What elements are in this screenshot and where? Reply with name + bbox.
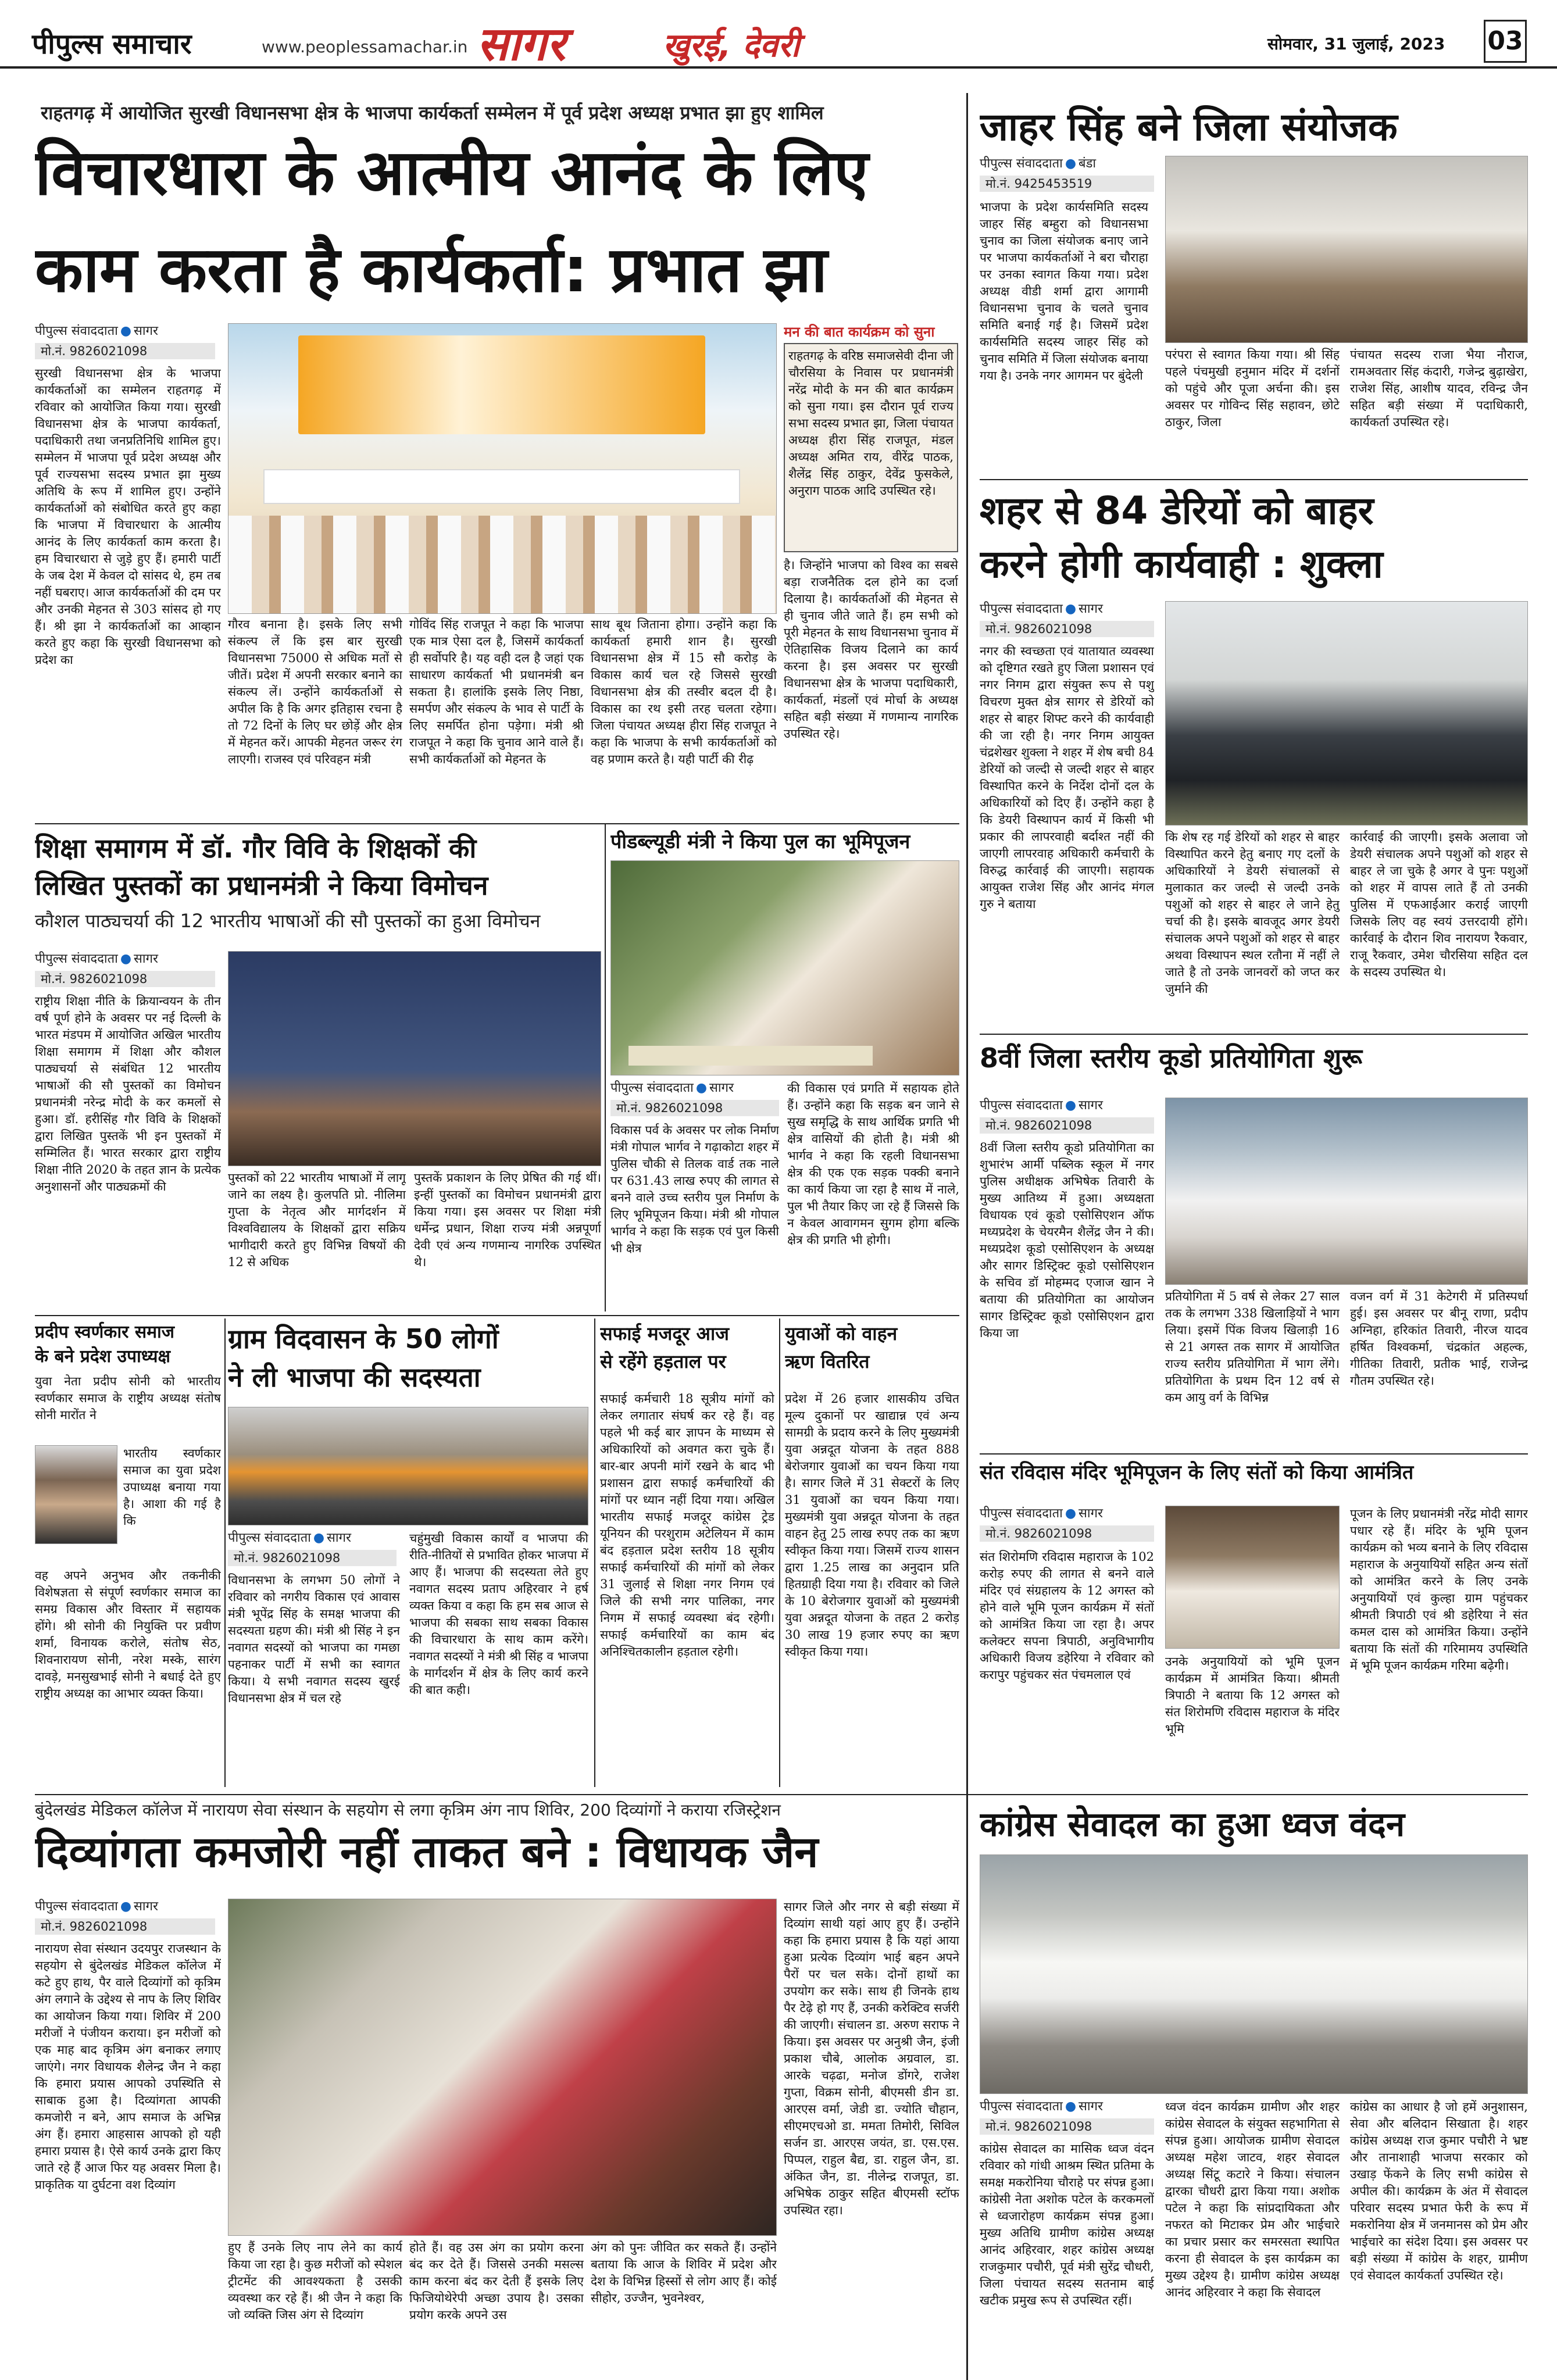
- byline-location: सागर: [134, 1899, 159, 1914]
- books-byline: [35, 951, 221, 967]
- dot-icon: ●: [1065, 156, 1077, 171]
- lead-col-1: सुरखी विधानसभा क्षेत्र के भाजपा कार्यकर्ताओं का सम्मेलन राहतगढ़ में रविवार को आयोजित किया गया। सुरखी विधानसभा क्षेत्र के भाजपा कार्यकर्ता, पदाधिकारी तथा जनप्रतिनिधि शामिल हुए। सम्मेलन में भाजपा पूर्व प्रदेश अध्यक्ष और पूर्व राज्यसभा सदस्य प्रभात झा मुख्य अतिथि के रूप में शामिल हुए। उन्होंने कार्यकर्ताओं को संबोधित करते हुए कहा कि भाजपा में विचारधारा के आत्मीय आनंद के लिए कार्यकर्ता काम करता है। हम विचारधारा से जुड़े हुए हैं। हमारी पार्टी के जब देश में केवल दो सांसद थे, हम तब नहीं घबराए। आज कार्यकर्ताओं की दम पर और उनकी मेहनत से 303 सांसद हो गए हैं। श्री झा ने कार्यकर्ताओं का आव्हान करते हुए कहा कि सुरखी विधानसभा को प्रदेश का: [35, 366, 221, 667]
- pradeep-title-1: प्रदीप स्वर्णकार समाज: [35, 1322, 175, 1342]
- byline-label: पीपुल्स संवाददाता: [980, 602, 1063, 616]
- byline-label: पीपुल्स संवाददाता: [980, 1098, 1063, 1113]
- sub-cities: खुरई, देवरी: [663, 27, 800, 65]
- lead-headline-1: विचारधारा के आत्मीय आनंद के लिए: [35, 137, 869, 209]
- pradeep-intro: युवा नेता प्रदीप सोनी को भारतीय स्वर्णकार समाज के राष्ट्रीय अध्यक्ष संतोष सोनी मारोंत ने: [35, 1374, 221, 1422]
- divyang-title: दिव्यांगता कमजोरी नहीं ताकत बने : विधायक जैन: [35, 1827, 819, 1877]
- website: www.peoplessamachar.in: [262, 37, 468, 56]
- divider: [779, 1318, 780, 1787]
- byline-location: सागर: [709, 1081, 734, 1095]
- byline-label: पीपुल्स संवाददाता: [228, 1531, 311, 1545]
- kudo-mobile: मो.नं. 9826021098: [980, 1117, 1154, 1134]
- dot-icon: ●: [120, 1899, 132, 1914]
- divider: [980, 479, 1528, 480]
- lead-col-4: साथ बूथ जिताना होगा। उन्होंने कहा कि कार्यकर्ता हमारी शान है। सुरखी विधानसभा क्षेत्र में 15 सौ करोड़ के विकास कार्य चल रहे जिससे सुरखी विधानसभा क्षेत्र की तस्वीर बदल दी है। विकास का रथ इसी तरह चलता रहेगा। जिला पंचायत अध्यक्ष हीरा सिंह राजपूत ने कहा कि भाजपा के सभी कार्यकर्ताओं को वह प्रणाम करते है। यही पार्टी की रीढ़: [591, 617, 777, 766]
- ravidas-title: संत रविदास मंदिर भूमिपूजन के लिए संतों को किया आमंत्रित: [980, 1461, 1414, 1484]
- byline-location: सागर: [1079, 1506, 1104, 1521]
- books-mobile: मो.नं. 9826021098: [35, 971, 215, 987]
- dot-icon: ●: [120, 952, 132, 966]
- books-subtitle: कौशल पाठ्यचर्या की 12 भारतीय भाषाओं की सौ पुस्तकों का हुआ विमोचन: [35, 910, 541, 932]
- dot-icon: ●: [120, 324, 132, 338]
- page-number: 03: [1484, 20, 1527, 63]
- bridge-photo-caption: [628, 1046, 873, 1066]
- audience-graphic: [228, 516, 777, 614]
- village-byline: [228, 1530, 402, 1546]
- books-col-3: पुस्तकें प्रकाशन के लिए प्रेषित की गई थीं। इन्हीं पुस्तकों का विमोचन प्रधानमंत्री द्वारा किया गया। इस अवसर पर शिक्षा मंत्री धर्मेन्द्र प्रधान, शिक्षा राज्य मंत्री अन्नपूर्णा देवी एवं अन्य गणमान्य नागरिक उपस्थित थे।: [414, 1171, 601, 1269]
- safai-text: सफाई कर्मचारी 18 सूत्रीय मांगों को लेकर लगातार संघर्ष कर रहे हैं। वह पहले भी कई बार ज्ञापन के माध्यम से अधिकारियों को अवगत करा चुके हैं। बार-बार अपनी मांगें रखने के बाद भी प्रशासन द्वारा सफाई कर्मचारियों की मांगों पर ध्यान नहीं दिया गया। अखिल भारतीय सफाई मजदूर कांग्रेस ट्रेड यूनियन की परशुराम अटेलियन में काम बंद हड़ताल प्रदेश स्तरीय 18 सूत्रीय सफाई कर्मचारियों की मांगों को लेकर 31 जुलाई से शिक्षा नगर निगम एवं जिले की सभी नगर पालिका, नगर निगम में सफाई व्यवस्था बंद रहेगी। सफाई कर्मचारियों का काम बंद अनिश्चितकालीन हड़ताल रहेगी।: [600, 1392, 774, 1659]
- congress-col-2: ध्वज वंदन कार्यक्रम ग्रामीण और शहर कांग्रेस सेवादल के संयुक्त सहभागिता से संपन्न हुआ। आयोजक ग्रामीण सेवादल अध्यक्ष महेश जाटव, शहर सेवादल अध्यक्ष सिंटू कटारे ने किया। संचालन द्वारका चौधरी द्वारा किया गया। अशोक पटेल ने कहा कि सांप्रदायिकता और नफरत को मिटाकर प्रेम और भाईचारे का प्रचार प्रसार कर समरसता स्थापित करना ही सेवादल के इस कार्यक्रम का मुख्य उद्देश्य है। ग्रामीण कांग्रेस अध्यक्ष आनंद अहिरवार ने कहा कि सेवादल: [1165, 2100, 1340, 2299]
- dairy-title-1: शहर से 84 डेरियों को बाहर: [980, 488, 1374, 533]
- safai-title-2: से रहेंगे हड़ताल पर: [600, 1350, 726, 1373]
- kudo-byline: [980, 1098, 1154, 1114]
- divyang-col-2: हुए हैं उनके लिए नाप लेने का कार्य किया जा रहा है। कुछ मरीजों को स्पेशल ट्रीटमेंट की आवश्यकता है उसकी व्यवस्था कर रहे हैं। श्री जैन ने कहा कि जो व्यक्ति जिस अंग से दिव्यांग: [228, 2240, 402, 2322]
- byline-location: सागर: [134, 324, 159, 338]
- dairy-col-2: कि शेष रह गई डेरियों को शहर से बाहर विस्थापित करने हेतु बनाए गए दलों के अधिकारियों ने डेयरी संचालकों से मुलाकात कर जल्दी से जल्दी उनके पशुओं को शहर से बाहर ले जाने हेतु चर्चा की है। इसके बावजूद अगर डेयरी संचालक अपने पशुओं को शहर से बाहर अथवा विस्थापन स्थल रतौना में नहीं ले जाते है तो उनके जानवरों को जप्त कर जुर्माने की: [1165, 830, 1340, 996]
- bridge-col-1: विकास पर्व के अवसर पर लोक निर्माण मंत्री गोपाल भार्गव ने गढ़ाकोटा शहर में पुलिस चौकी से तिलक वार्ड तक नाले पर 631.43 लाख रुपए की लागत से बनने वाले उच्च स्तरीय पुल निर्माण के लिए भूमिपूजन किया। मंत्री श्री गोपाल भार्गव ने कहा कि सड़क एवं पुल किसी भी क्षेत्र: [610, 1123, 779, 1255]
- side-text: राहतगढ़ के वरिष्ठ समाजसेवी दीना जी चौरसिया के निवास पर प्रधानमंत्री नरेंद्र मोदी के मन की बात कार्यक्रम को सुना गया। इस दौरान पूर्व राज्य सभा सदस्य प्रभात झा, जिला पंचायत अध्यक्ष हीरा सिंह राजपूत, मंडल अध्यक्ष अमित राय, वीरेंद्र पाठक, शैलेंद्र सिंह ठाकुर, देवेंद्र फुसकेले, अनुराग पाठक आदि उपस्थित रहे।: [784, 343, 958, 552]
- youth-title-2: ऋण वितरित: [785, 1350, 870, 1373]
- lead-mobile: मो.नं. 9826021098: [35, 343, 215, 359]
- kudo-col-1: 8वीं जिला स्तरीय कूडो प्रतियोगिता का शुभारंभ आर्मी पब्लिक स्कूल में नगर पुलिस अधीक्षक अभिषेक तिवारी के मुख्य आतिथ्य में हुआ। अध्यक्षता विधायक एवं कूडो एसोसिएशन ऑफ मध्यप्रदेश के चेयरमैन शैलेंद्र जैन ने की। मध्यप्रदेश कूडो एसोसिएशन के अध्यक्ष और सागर डिस्ट्रिक्ट कूडो एसोसिएशन के सचिव डॉ मोहम्मद एजाज खान ने बताया की प्रतियोगिता का आयोजन सागर डिस्ट्रिक्ट कूडो एसोसिएशन द्वारा किया जा: [980, 1141, 1154, 1340]
- divyang-col-3: होते हैं। वह उस अंग का प्रयोग करना बंद कर देते हैं। जिससे उनकी मसल्स काम करना बंद कर देती हैं इसके लिए फिजियोथेरेपी अच्छा उपाय है। उसका प्रयोग करके अपने उस: [409, 2240, 584, 2322]
- congress-title: कांग्रेस सेवादल का हुआ ध्वज वंदन: [980, 1804, 1405, 1844]
- books-col-2: पुस्तकों को 22 भारतीय भाषाओं में लागू जाने का लक्ष्य है। कुलपति प्रो. नीलिमा गुप्ता के नेतृत्व और मार्गदर्शन में विश्वविद्यालय के शिक्षकों द्वारा सक्रिय भागीदारी करते हुए विभिन्न विषयों की 12 से अधिक: [228, 1171, 406, 1269]
- divider: [35, 1794, 1528, 1795]
- lead-kicker: राहतगढ़ में आयोजित सुरखी विधानसभा क्षेत्र के भाजपा कार्यकर्ता सम्मेलन में पूर्व प्रदेश अध्यक्ष प्रभात झा हुए शामिल: [41, 102, 824, 124]
- lead-headline-2: काम करता है कार्यकर्ता: प्रभात झा: [35, 234, 828, 306]
- congress-byline: [980, 2099, 1154, 2115]
- byline-location: सागर: [134, 952, 159, 966]
- bridge-mobile: मो.नं. 9826021098: [610, 1100, 779, 1116]
- dot-icon: ●: [1065, 602, 1077, 616]
- jahar-title: जाहर सिंह बने जिला संयोजक: [980, 105, 1398, 149]
- divider: [980, 1034, 1528, 1035]
- divider: [224, 1318, 226, 1787]
- byline-label: पीपुल्स संवाददाता: [980, 2099, 1063, 2114]
- bridge-col-2: की विकास एवं प्रगति में सहायक होते हैं। उन्होंने कहा कि सड़क बन जाने से सुख समृद्धि के साथ आर्थिक प्रगति भी क्षेत्र वासियों की होती है। मंत्री श्री भार्गव ने कहा कि रहली विधानसभा क्षेत्र की एक एक सड़क पक्की बनाने का कार्य किया जा रहा है साथ में नाले, पुल भी तैयार किए जा रहे हैं जिससे कि न केवल आवागमन सुगम होगा बल्कि क्षेत्र की प्रगति भी होगी।: [787, 1081, 959, 1247]
- books-col-1: राष्ट्रीय शिक्षा नीति के क्रियान्वयन के तीन वर्ष पूर्ण होने के अवसर पर नई दिल्ली के भारत मंडपम में आयोजित अखिल भारतीय शिक्षा समागम में शिक्षा और कौशल पाठ्यचर्या से संबंधित 12 भारतीय भाषाओं की सौ पुस्तकों का विमोचन प्रधानमंत्री नरेन्द्र मोदी के कर कमलों से हुआ। डॉ. हरीसिंह गौर विवि के शिक्षकों द्वारा लिखित पुस्तकें भी इन पुस्तकों में सम्मिलित हैं। भारत सरकार द्वारा राष्ट्रीय शिक्षा नीति 2020 के तहत ज्ञान के प्रत्येक अनुशासनों और पाठ्यक्रमों की: [35, 994, 221, 1193]
- dot-icon: ●: [1065, 1098, 1077, 1113]
- city-name: सागर: [477, 17, 566, 71]
- divyang-mobile: मो.नं. 9826021098: [35, 1918, 215, 1935]
- youth-title-1: युवाओं को वाहन: [785, 1323, 898, 1345]
- dairy-col-3: कार्रवाई की जाएगी। इसके अलावा जो डेयरी संचालक अपने पशुओं को शहर से बाहर ले जा चुके है अगर वे पुनः पशुओं को शहर में वापस लाते हैं तो उनकी पुलिस में एफआईआर कराई जाएगी जिसके लिए वह स्वयं उत्तरदायी होंगे। कार्रवाई के दौरान शिव नारायण रैकवार, राजू रैकवार, उमेश चौरसिया सहित दल के सदस्य उपस्थित थे।: [1350, 830, 1528, 979]
- village-title-2: ने ली भाजपा की सदस्यता: [228, 1361, 481, 1393]
- jahar-byline: [980, 156, 1154, 172]
- divider: [966, 93, 968, 2380]
- dairy-title-2: करने होगी कार्यवाही : शुक्ला: [980, 542, 1383, 587]
- congress-col-3: कांग्रेस का आधार है जो हमें अनुशासन, सेवा और बलिदान सिखाता है। शहर कांग्रेस अध्यक्ष राज कुमार पचौरी ने भ्रष्ट और तानाशाही भाजपा सरकार को उखाड़ फेंकने के लिए सभी कांग्रेस से अपील की। कार्यक्रम के अंत में सेवादल परिवार सदस्य प्रभात फेरी के रूप में मकरोनिया क्षेत्र में जनमानस को प्रेम और भाईचारे का संदेश दिया। इस अवसर पर बड़ी संख्या में कांग्रेस के शहर, ग्रामीण एवं सेवादल कार्यकर्ता उपस्थित रहे।: [1350, 2100, 1528, 2282]
- pradeep-title-2: के बने प्रदेश उपाध्यक्ष: [35, 1346, 170, 1367]
- jahar-mobile: मो.नं. 9425453519: [980, 176, 1154, 192]
- masthead: [0, 0, 1557, 69]
- banner-graphic: [298, 335, 705, 434]
- jahar-col-1: भाजपा के प्रदेश कार्यसमिति सदस्य जाहर सिंह बम्हुरा को विधानसभा चुनाव का जिला संयोजक बनाए जाने पर भाजपा कार्यकर्ताओं ने बरा चौराहा पर उनका स्वागत किया गया। प्रदेश अध्यक्ष वीडी शर्मा द्वारा आगामी विधानसभा चुनाव के चलते चुनाव समिति बनाई गई है। जिसमें प्रदेश कार्यसमिति सदस्य जाहर सिंह को चुनाव समिति में जिला संयोजक बनाया गया है। उनके नगर आगमन पर बुंदेली: [980, 200, 1148, 383]
- ravidas-byline: [980, 1506, 1154, 1522]
- kudo-col-2: प्रतियोगिता में 5 वर्ष से लेकर 27 साल तक के लगभग 338 खिलाड़ियों ने भाग लिया। इसमें पिंक विजय खिलाड़ी 16 से 21 अगस्त तक सागर में आयोजित राज्य स्तरीय प्रतियोगिता में भाग लेंगे। प्रतियोगिता के प्रथम दिन 12 वर्ष से कम आयु वर्ग के विभिन्न: [1165, 1289, 1340, 1405]
- ravidas-col-1: संत शिरोमणि रविदास महाराज के 102 करोड़ रुपए की लागत से बनने वाले मंदिर एवं संग्रहालय के 12 अगस्त को होने वाले भूमि पूजन कार्यक्रम में संतों को आमंत्रित किया जा रहा है। अपर कलेक्टर सपना त्रिपाठी, अनुविभागीय अधिकारी विजय डहेरिया ने रविवार को करापुर पहुंचकर संत पंचमलाल एवं: [980, 1550, 1154, 1682]
- divider: [594, 1318, 595, 1787]
- village-col-1: विधानसभा के लगभग 50 लोगों ने रविवार को नगरीय विकास एवं आवास मंत्री भूपेंद्र सिंह के समक्ष भाजपा की सदस्यता ग्रहण की। मंत्री श्री सिंह ने इन नवागत सदस्यों को भाजपा का गमछा पहनाकर पार्टी में सभी का स्वागत किया। ये सभी नवागत सदस्य खुरई विधानसभा क्षेत्र में चल रहे: [228, 1573, 400, 1705]
- byline-label: पीपुल्स संवाददाता: [35, 1899, 118, 1914]
- divider: [35, 1315, 959, 1316]
- bridge-byline: [610, 1080, 785, 1096]
- byline-location: सागर: [1079, 1098, 1104, 1113]
- books-photo: [228, 951, 601, 1166]
- byline-label: पीपुल्स संवाददाता: [35, 952, 118, 966]
- lead-col-5: है। जिन्होंने भाजपा को विश्व का सबसे बड़ा राजनैतिक दल होने का दर्जा दिलाया है। कार्यकर्ताओं की मेहनत से ही चुनाव जीते जाते हैं। हम सभी को पूरी मेहनत के साथ विधानसभा चुनाव में ऐतिहासिक विजय दिलाने का कार्य करना है। इस अवसर पर सुरखी विधानसभा क्षेत्र के भाजपा पदाधिकारी, कार्यकर्ता, मंडलों एवं मोर्चा के अध्यक्ष सहित बड़ी संख्या में गणमान्य नागरिक उपस्थित रहे।: [784, 558, 958, 741]
- byline-location: सागर: [327, 1531, 352, 1545]
- congress-col-1: कांग्रेस सेवादल का मासिक ध्वज वंदन रविवार को गांधी आश्रम स्थित प्रतिमा के समक्ष मकरोनिया चौराहे पर संपन्न हुआ। कांग्रेसी नेता अशोक पटेल के करकमलों से ध्वजारोहण कार्यक्रम संपन्न हुआ। मुख्य अतिथि ग्रामीण कांग्रेस अध्यक्ष आनंद अहिरवार, शहर कांग्रेस अध्यक्ष राजकुमार पचौरी, पूर्व मंत्री सुरेंद्र चौधरी, जिला पंचायत सदस्य सतनाम बाई खटीक प्रमुख रूप से उपस्थित रहीं।: [980, 2142, 1154, 2307]
- divyang-kicker: बुंदेलखंड मेडिकल कॉलेज में नारायण सेवा संस्थान के सहयोग से लगा कृत्रिम अंग नाप शिविर, 200 दिव्यांगों ने कराया रजिस्ट्रेशन: [35, 1800, 781, 1820]
- dot-icon: ●: [1065, 1506, 1077, 1521]
- brand-logo: पीपुल्स समाचार: [32, 28, 192, 60]
- divider: [605, 823, 606, 1311]
- kudo-photo: [1165, 1098, 1528, 1285]
- congress-photo: [980, 1854, 1528, 2094]
- kudo-col-3: वजन वर्ग में 31 केटेगरी में प्रतिस्पर्धा हुई। इस अवसर पर बीनू राणा, प्रदीप अग्निहा, हरिकांत तिवारी, नीरज यादव हर्षित विश्वकर्मा, चंद्रकांत अहल्क, गीतिका तिवारी, प्रतीक भाई, राजेन्द्र गौतम उपस्थित रहे।: [1350, 1289, 1528, 1388]
- safai-title-1: सफाई मजदूर आज: [600, 1323, 729, 1345]
- village-mobile: मो.नं. 9826021098: [228, 1550, 397, 1566]
- lead-col-3: गोविंद सिंह राजपूत ने कहा कि भाजपा एक मात्र ऐसा दल है, जिसमें कार्यकर्ता ही सर्वोपरि है। यह वही दल है जहां एक साधारण कार्यकर्ता भी प्रधानमंत्री बन सकता है। हालांकि इसके लिए निष्ठा, समर्पण और संकल्प के भाव से पार्टी के लिए समर्पित होना पड़ेगा। मंत्री श्री राजपूत ने कहा कि चुनाव आने वाले हैं। सभी कार्यकर्ताओं को मेहनत के: [409, 617, 584, 766]
- books-title-1: शिक्षा समागम में डॉ. गौर विवि के शिक्षकों की: [35, 832, 477, 864]
- ravidas-photo: [1165, 1506, 1340, 1649]
- village-title-1: ग्राम विदवासन के 50 लोगों: [228, 1323, 499, 1355]
- divyang-col-1: नारायण सेवा संस्थान उदयपुर राजस्थान के सहयोग से बुंदेलखंड मेडिकल कॉलेज में कटे हुए हाथ, पैर वाले दिव्यांगों को कृत्रिम अंग लगाने के उद्देश्य से नाप के लिए शिविर का आयोजन किया गया। शिविर में 200 मरीजों ने पंजीयन कराया। इन मरीजों को एक माह बाद कृत्रिम अंग बनाकर लगाए जाएंगे। नगर विधायक शैलेन्द्र जैन ने कहा कि हमारा प्रयास आपको उपस्थिति से साबाक हुआ है। दिव्यांगता आपकी कमजोरी न बने, आप समाज के अभिन्न अंग हैं। हमारा आहसास आपको हो यही हमारा प्रयास है। ऐसे कार्य उनके द्वारा किए जाते रहे हैं आज फिर यह अवसर मिला है। प्राकृतिक या दुर्घटना वश दिव्यांग: [35, 1942, 221, 2192]
- pradeep-beside: भारतीय स्वर्णकार समाज का युवा प्रदेश उपाध्यक्ष बनाया गया है। आशा की गई है कि: [123, 1446, 221, 1528]
- byline-location: सागर: [1079, 602, 1104, 616]
- dairy-col-1: नगर की स्वच्छता एवं यातायात व्यवस्था को दृष्टिगत रखते हुए जिला प्रशासन एवं नगर निगम द्वारा संयुक्त रूप से पशु विचरण मुक्त क्षेत्र सागर से डेरियों को शहर से बाहर शिफ्ट करने की कार्यवाही की जा रही है। नगर निगम आयुक्त चंद्रशेखर शुक्ला ने शहर में शेष बची 84 डेरियों को जल्दी से जल्दी शहर से बाहर विस्थापित करने के निर्देश दोनों दल के अधिकारियों को दिए हैं। उन्होंने कहा है कि डेयरी विस्थापन कार्य में किसी भी प्रकार की लापरवाही बर्दाश्त नहीं की जाएगी लापरवाह अधिकारी कर्मचारी के विरुद्ध कार्रवाई की जाएगी। सहायक आयुक्त राजेश सिंह और आनंद मंगल गुरु ने बताया: [980, 644, 1154, 911]
- dot-icon: ●: [313, 1531, 325, 1545]
- dot-icon: ●: [695, 1081, 708, 1095]
- lead-byline: [35, 323, 221, 340]
- divyang-byline: [35, 1899, 221, 1915]
- byline-location: सागर: [1079, 2099, 1104, 2114]
- byline-label: पीपुल्स संवाददाता: [35, 324, 118, 338]
- byline-label: पीपुल्स संवाददाता: [980, 1506, 1063, 1521]
- divyang-photo: [228, 1899, 777, 2236]
- ravidas-col-2: उनके अनुयायियों को भूमि पूजन कार्यक्रम में आमंत्रित किया। श्रीमती त्रिपाठी ने बताया कि 12 अगस्त को संत शिरोमणि रविदास महाराज के मंदिर भूमि: [1165, 1654, 1340, 1736]
- pradeep-rest: वह अपने अनुभव और तकनीकी विशेषज्ञता से संपूर्ण स्वर्णकार समाज का समग्र विकास और विस्तार में सहायक होंगे। श्री सोनी की नियुक्ति पर प्रवीण शर्मा, विनायक करोले, संतोष सेठ, शिवनारायण सोनी, नरेश मस्के, सारंग दावड़े, मनसुखभाई सोनी ने बधाई देते हुए राष्ट्रीय अध्यक्ष का आभार व्यक्त किया।: [35, 1568, 221, 1700]
- village-photo: [228, 1407, 588, 1525]
- ravidas-mobile: मो.नं. 9826021098: [980, 1525, 1154, 1542]
- divider: [35, 823, 959, 824]
- stage-table-graphic: [263, 469, 740, 504]
- byline-location: बंडा: [1079, 156, 1097, 171]
- issue-date: सोमवार, 31 जुलाई, 2023: [1267, 34, 1445, 53]
- divyang-col-4: अंग को पुनः जीवित कर सकते हैं। उन्होंने बताया कि आज के शिविर में प्रदेश और देश के विभिन्न हिस्सों से लोग आए हैं। कोई सीहोर, उज्जैन, भुवनेश्वर,: [591, 2240, 777, 2305]
- books-title-2: लिखित पुस्तकों का प्रधानमंत्री ने किया विमोचन: [35, 870, 488, 901]
- bridge-photo: [610, 860, 959, 1075]
- divider: [980, 1453, 1528, 1455]
- dairy-byline: [980, 601, 1154, 617]
- dot-icon: ●: [1065, 2099, 1077, 2114]
- jahar-col-2: परंपरा से स्वागत किया गया। श्री सिंह पहले पंचमुखी हनुमान मंदिर में दर्शनों को पहुंचे और पूजा अर्चना की। इस अवसर पर गोविन्द सिंह सहावन, छोटे ठाकुर, जिला: [1165, 348, 1340, 429]
- lead-photo: [228, 323, 777, 614]
- dairy-photo: [1165, 601, 1528, 826]
- congress-mobile: मो.नं. 9826021098: [980, 2118, 1154, 2135]
- dairy-mobile: मो.नं. 9826021098: [980, 621, 1154, 637]
- ravidas-col-3: पूजन के लिए प्रधानमंत्री नरेंद्र मोदी सागर पधार रहे हैं। मंदिर के भूमि पूजन कार्यक्रम को भव्य बनाने के लिए रविदास महाराज के अनुयायियों सहित अन्य संतों को आमंत्रित करने के लिए उनके अनुयायियों एवं कुल्हा ग्राम पहुंचकर श्रीमती त्रिपाठी एवं श्री डहेरिया ने संत कमल दास को आमंत्रित किया। उन्होंने बताया कि संतों की गरिमामय उपस्थिति में भूमि पूजन कार्यक्रम गरिमा बढ़ेगी।: [1350, 1507, 1528, 1673]
- byline-label: पीपुल्स संवाददाता: [610, 1081, 694, 1095]
- byline-label: पीपुल्स संवाददाता: [980, 156, 1063, 171]
- bridge-title: पीडब्ल्यूडी मंत्री ने किया पुल का भूमिपूजन: [610, 830, 910, 853]
- divyang-col-5: सागर जिले और नगर से बड़ी संख्या में दिव्यांग साथी यहां आए हुए हैं। उन्होंने कहा कि हमारा प्रयास है कि यहां आया हुआ प्रत्येक दिव्यांग भाई बहन अपने पैरों पर चल सके। दोनों हाथों का उपयोग कर सके। साथ ही जिनके हाथ पैर टेढ़े हो गए हैं, उनकी करेक्टिव सर्जरी की जाएगी। संचालन डा. अरुण सराफ ने किया। इस अवसर पर अनुश्री जैन, इंजी प्रकाश चौबे, आलोक अग्रवाल, डा. आरके चढ़ढा, मनोज डोंगरे, राजेश गुप्ता, विक्रम सोनी, बीएमसी डीन डा. आरएस वर्मा, जेडी डा. ज्योति चौहान, सीएमएचओ डा. ममता तिमोरी, सिविल सर्जन डा. आरएस जयंत, डा. एस.एस. पिप्पल, राहुल बैद्य, डा. राहुल जैन, डा. अंकित जैन, डा. नीलेन्द्र राजपूत, डा. अभिषेक ठाकुर सहित बीएमसी स्टॉफ उपस्थित रहा।: [784, 1900, 959, 2217]
- village-col-2: चहुंमुखी विकास कार्यों व भाजपा की रीति-नीतियों से प्रभावित होकर भाजपा में आए हैं। भाजपा की सदस्यता लेते हुए नवागत सदस्य प्रताप अहिरवार ने हर्ष व्यक्त किया व कहा कि हम सब आज से भाजपा की सबका साथ सबका विकास की विचारधारा के साथ काम करेंगे। नवागत सदस्यों ने मंत्री श्री सिंह व भाजपा के मार्गदर्शन में क्षेत्र के लिए कार्य करने की बात कही।: [409, 1531, 588, 1697]
- lead-col-2: गौरव बनाना है। इसके लिए सभी संकल्प लें कि इस बार सुरखी विधानसभा 75000 से अधिक मतों से जीतें। प्रदेश में अपनी सरकार बनाने का संकल्प लें। उन्होंने कार्यकर्ताओं से अपील कि है कि अगर इतिहास रचना है तो 72 दिनों के लिए घर छोड़ें और क्षेत्र में मेहनत करें। आपकी मेहनत जरूर रंग लाएगी। राजस्व एवं परिवहन मंत्री: [228, 617, 402, 766]
- kudo-title: 8वीं जिला स्तरीय कूडो प्रतियोगिता शुरू: [980, 1042, 1362, 1074]
- pradeep-photo: [35, 1445, 117, 1544]
- youth-text: प्रदेश में 26 हजार शासकीय उचित मूल्य दुकानों पर खाद्यान्न एवं अन्य सामग्री के प्रदाय करने के लिए मुख्यमंत्री युवा अन्नदूत योजना के तहत 888 बेरोजगार युवाओं का चयन किया गया है। सागर जिले में 31 सेक्टरों के लिए 31 युवाओं का चयन किया गया। मुख्यमंत्री युवा अन्नदूत योजना के तहत वाहन हेतु 25 लाख रुपए तक का ऋण स्वीकृत किया गया। जिसमें राज्य शासन द्वारा 1.25 लाख का अनुदान प्रति हितग्राही दिया गया है। रविवार को जिले के 10 बेरोजगार युवाओं को मुख्यमंत्री युवा अन्नदूत योजना के तहत 2 करोड़ 30 लाख 19 हजार रुपए का ऋण स्वीकृत किया गया।: [785, 1392, 959, 1659]
- jahar-photo: [1165, 156, 1528, 343]
- side-heading: मन की बात कार्यक्रम को सुना: [784, 324, 935, 340]
- jahar-col-3: पंचायत सदस्य राजा भैया नौराज, रामअवतार सिंह कंदारी, गजेन्द्र बुढ़ाखेरा, राजेश सिंह, आशीष यादव, रविन्द्र जैन सहित बड़ी संख्या में पदाधिकारी, कार्यकर्ता उपस्थित रहे।: [1350, 348, 1528, 429]
